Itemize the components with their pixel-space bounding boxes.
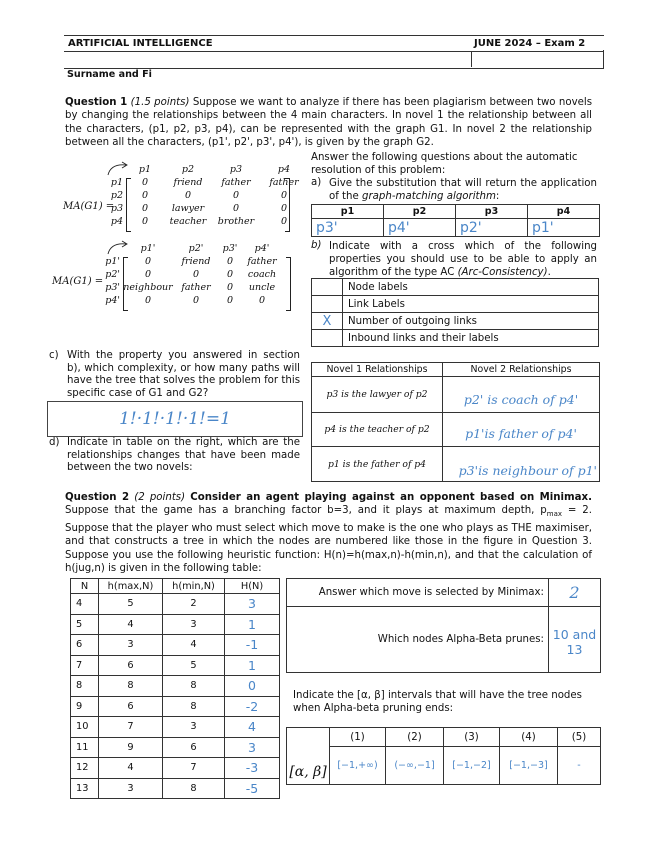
matrix1-cell: friend bbox=[173, 177, 203, 188]
h-header: h(max,N) bbox=[99, 579, 163, 594]
rel-novel2-answer[interactable]: p1'is father of p4' bbox=[443, 413, 600, 447]
rel-header-novel2: Novel 2 Relationships bbox=[443, 363, 600, 377]
properties-table bbox=[311, 278, 599, 347]
matrix1-row-label: p3 bbox=[110, 203, 123, 214]
subst-header: p2 bbox=[384, 205, 456, 219]
matrix2-cell: 0 bbox=[192, 295, 200, 306]
matrix1-col: p3 bbox=[229, 164, 243, 175]
h-answer[interactable]: -3 bbox=[225, 758, 280, 779]
surname-label: Surname and Fi bbox=[67, 69, 152, 80]
h-max: 3 bbox=[99, 635, 163, 656]
h-min: 8 bbox=[163, 778, 225, 799]
move-answer[interactable]: 2 bbox=[549, 579, 601, 607]
matrix1-cell: 0 bbox=[232, 190, 240, 201]
matrix1-col: p1 bbox=[138, 164, 152, 175]
subst-answer[interactable]: p4' bbox=[384, 219, 456, 237]
q2-bold-intro: Consider an agent playing against an opponent based on Minimax. bbox=[190, 492, 592, 503]
q1-a-text bbox=[329, 177, 597, 203]
h-answer[interactable]: 1 bbox=[225, 614, 280, 635]
property-label: Link Labels bbox=[343, 296, 599, 313]
q1-a-body: Give the substitution that will return the application of the bbox=[329, 178, 597, 202]
matrix2-col: p1' bbox=[140, 243, 156, 254]
interval-value[interactable]: (−∞,−1] bbox=[386, 747, 444, 785]
rel-header-novel1: Novel 1 Relationships bbox=[312, 363, 443, 377]
property-checkbox[interactable] bbox=[312, 296, 343, 313]
exam-header bbox=[64, 35, 604, 69]
q2-text2: Suppose that the player who must select which move to make is the one who plays as THE maximiser, and that constructs a tree in which the nodes are numbered like those in the figure in Question 3. Suppose you use the following heuristic function: H(n)=h(max,n)-h(min,n), and that the calculation of h(jug,n) is given in the following table: bbox=[65, 522, 592, 575]
matrix1-col: p2 bbox=[181, 164, 195, 175]
h-max: 4 bbox=[99, 614, 163, 635]
matrix1-cell: 0 bbox=[184, 190, 192, 201]
q1-title: Question 1 bbox=[65, 97, 128, 108]
subst-header: p4 bbox=[528, 205, 600, 219]
q1-b-italic: (Arc-Consistency) bbox=[457, 267, 548, 278]
prune-question: Which nodes Alpha-Beta prunes: bbox=[287, 607, 549, 673]
subst-answer[interactable]: p3' bbox=[312, 219, 384, 237]
matrix1-label: MA(G1) = bbox=[63, 201, 115, 212]
q2-intro bbox=[65, 491, 592, 575]
heuristic-row bbox=[71, 696, 280, 717]
h-min: 8 bbox=[163, 676, 225, 697]
q2-text1b: = 2. bbox=[562, 505, 593, 517]
q1-b-body: Indicate with a cross which of the following properties you should use to be able to apply an algorithm of the type AC bbox=[329, 241, 597, 278]
heuristic-row bbox=[71, 594, 280, 615]
course-title: ARTIFICIAL INTELLIGENCE bbox=[68, 38, 213, 49]
matrix2-row-label: p3' bbox=[105, 282, 120, 293]
prune-answer[interactable]: 10 and 13 bbox=[549, 607, 601, 673]
interval-value[interactable]: [−1,+∞) bbox=[330, 747, 386, 785]
h-min: 3 bbox=[163, 717, 225, 738]
complexity-answer-box[interactable] bbox=[47, 401, 303, 437]
matrix2-label: MA(G1) = bbox=[52, 276, 104, 287]
h-answer[interactable]: 3 bbox=[225, 737, 280, 758]
minimax-answer-table bbox=[286, 578, 601, 673]
subst-answer[interactable]: p1' bbox=[528, 219, 600, 237]
h-header: N bbox=[71, 579, 99, 594]
h-node: 4 bbox=[71, 594, 99, 615]
q2-title: Question 2 bbox=[65, 492, 130, 503]
h-node: 8 bbox=[71, 676, 99, 697]
h-node: 6 bbox=[71, 635, 99, 656]
property-checkbox[interactable]: X bbox=[312, 313, 343, 330]
heuristic-row bbox=[71, 676, 280, 697]
matrix2-bracket-right bbox=[286, 257, 291, 311]
matrix1-col: p4 bbox=[277, 164, 291, 175]
h-answer[interactable]: -5 bbox=[225, 778, 280, 799]
h-header: h(min,N) bbox=[163, 579, 225, 594]
h-max: 3 bbox=[99, 778, 163, 799]
h-node: 10 bbox=[71, 717, 99, 738]
heuristic-row bbox=[71, 635, 280, 656]
q1-answer-intro: Answer the following questions about the automatic resolution of this problem: bbox=[311, 152, 578, 176]
matrix1-cell: 0 bbox=[280, 203, 288, 214]
heuristic-row bbox=[71, 758, 280, 779]
matrix1-row-label: p1 bbox=[110, 177, 123, 188]
q1-intro-text: Suppose we want to analyze if there has been plagiarism between two novels by changing the relationships between the 4 main characters. In novel 1 the relationship between all the characters, (p1, p2, p3, p4), can be represented with the graph G1. In novel 2 the relationship between all the characters, (p1', p2', p3', p4'), is given by the graph G2. bbox=[65, 97, 592, 149]
matrix1-bracket-left bbox=[126, 178, 131, 232]
heuristic-row bbox=[71, 655, 280, 676]
property-label: Node labels bbox=[343, 279, 599, 296]
matrix2-cell: neighbour bbox=[123, 282, 173, 293]
h-answer[interactable]: -2 bbox=[225, 696, 280, 717]
matrix1-cell: 0 bbox=[232, 203, 240, 214]
q2-text1: Suppose that the game has a branching factor b=3, and it plays at maximum depth, p bbox=[65, 505, 547, 517]
matrix2-col: p4' bbox=[254, 243, 270, 254]
matrix2-bracket-left bbox=[123, 257, 128, 311]
h-min: 3 bbox=[163, 614, 225, 635]
interval-header: (4) bbox=[500, 728, 558, 747]
rel-novel1: p4 is the teacher of p2 bbox=[312, 413, 443, 447]
matrix2-cell: coach bbox=[247, 269, 277, 280]
matrix1-cell: father bbox=[269, 177, 299, 188]
q1-d-prefix: d) bbox=[49, 437, 60, 448]
matrix2-cell: friend bbox=[181, 256, 211, 267]
header-line bbox=[64, 51, 604, 52]
interval-value[interactable]: - bbox=[558, 747, 601, 785]
interval-value[interactable]: [−1,−3] bbox=[500, 747, 558, 785]
matrix2-cell: 0 bbox=[144, 269, 152, 280]
matrix1-cell: 0 bbox=[141, 203, 149, 214]
h-node: 13 bbox=[71, 778, 99, 799]
matrix2-cell: 0 bbox=[226, 282, 234, 293]
h-max: 8 bbox=[99, 676, 163, 697]
h-node: 5 bbox=[71, 614, 99, 635]
heuristic-row bbox=[71, 778, 280, 799]
matrix1-row-label: p2 bbox=[110, 190, 123, 201]
matrix2-cell: 0 bbox=[226, 269, 234, 280]
rel-novel1: p1 is the father of p4 bbox=[312, 447, 443, 482]
matrix1 bbox=[108, 163, 307, 228]
matrix1-cell: teacher bbox=[169, 216, 207, 227]
q1-d-text: Indicate in table on the right, which are the relationships changes that have been made between the two novels: bbox=[67, 437, 300, 474]
h-header: H(N) bbox=[225, 579, 280, 594]
relationships-table bbox=[311, 362, 600, 482]
matrix2-cell: 0 bbox=[226, 256, 234, 267]
property-checkbox[interactable] bbox=[312, 279, 343, 296]
matrix1-cell: 0 bbox=[141, 190, 149, 201]
interval-header: (2) bbox=[386, 728, 444, 747]
subst-header: p3 bbox=[456, 205, 528, 219]
h-max: 9 bbox=[99, 737, 163, 758]
h-answer[interactable]: 3 bbox=[225, 594, 280, 615]
matrix2-col: p2' bbox=[188, 243, 204, 254]
h-node: 7 bbox=[71, 655, 99, 676]
matrix2 bbox=[104, 242, 282, 307]
matrix1-cell: 0 bbox=[280, 190, 288, 201]
heuristic-row bbox=[71, 717, 280, 738]
matrix1-cell: father bbox=[221, 177, 251, 188]
matrix2-cell: 0 bbox=[144, 256, 152, 267]
heuristic-row bbox=[71, 737, 280, 758]
property-checkbox[interactable] bbox=[312, 330, 343, 347]
q2-points: (2 points) bbox=[134, 492, 186, 503]
h-answer[interactable]: 1 bbox=[225, 655, 280, 676]
property-label: Inbound links and their labels bbox=[343, 330, 599, 347]
q1-intro bbox=[65, 96, 592, 150]
q1-a-italic: graph-matching algorithm bbox=[362, 191, 496, 202]
h-node: 12 bbox=[71, 758, 99, 779]
q2-pmax-sub: max bbox=[546, 510, 563, 519]
matrix2-row-label: p4' bbox=[105, 295, 120, 306]
q1-points: (1.5 points) bbox=[130, 97, 190, 108]
h-node: 11 bbox=[71, 737, 99, 758]
header-divider bbox=[471, 51, 472, 67]
substitution-table bbox=[311, 204, 600, 237]
interval-value[interactable]: [−1,−2] bbox=[444, 747, 500, 785]
matrix1-cell: 0 bbox=[280, 216, 288, 227]
h-node: 9 bbox=[71, 696, 99, 717]
interval-header: (1) bbox=[330, 728, 386, 747]
matrix2-cell: 0 bbox=[192, 269, 200, 280]
matrix1-bracket-right bbox=[285, 178, 290, 232]
h-min: 4 bbox=[163, 635, 225, 656]
matrix1-row-label: p4 bbox=[110, 216, 123, 227]
h-max: 5 bbox=[99, 594, 163, 615]
interval-intro: Indicate the [α, β] intervals that will have the tree nodes when Alpha-beta pruning ends: bbox=[293, 690, 582, 714]
property-label: Number of outgoing links bbox=[343, 313, 599, 330]
h-max: 7 bbox=[99, 717, 163, 738]
matrix2-cell: father bbox=[247, 256, 277, 267]
matrix2-cell: 0 bbox=[258, 295, 266, 306]
rel-novel2-answer[interactable]: p3'is neighbour of p1' bbox=[443, 447, 600, 482]
matrix1-cell: 0 bbox=[141, 216, 149, 227]
matrix1-cell: 0 bbox=[141, 177, 149, 188]
complexity-answer: 1!·1!·1!·1!=1 bbox=[119, 409, 231, 429]
q1-a-prefix: a) bbox=[311, 177, 322, 188]
move-question: Answer which move is selected by Minimax: bbox=[287, 579, 549, 607]
subst-answer[interactable]: p2' bbox=[456, 219, 528, 237]
heuristic-table bbox=[70, 578, 280, 799]
h-max: 6 bbox=[99, 655, 163, 676]
h-answer[interactable]: -1 bbox=[225, 635, 280, 656]
rel-novel1: p3 is the lawyer of p2 bbox=[312, 377, 443, 413]
h-min: 8 bbox=[163, 696, 225, 717]
q1-b-dot: . bbox=[547, 267, 551, 278]
heuristic-rows bbox=[71, 594, 280, 799]
heuristic-row bbox=[71, 614, 280, 635]
matrix2-cell: 0 bbox=[144, 295, 152, 306]
interval-table bbox=[286, 727, 601, 785]
h-max: 4 bbox=[99, 758, 163, 779]
q1-b-prefix: b) bbox=[311, 240, 322, 251]
matrix2-cell: 0 bbox=[226, 295, 234, 306]
exam-date: JUNE 2024 – Exam 2 bbox=[474, 38, 586, 49]
subst-header: p1 bbox=[312, 205, 384, 219]
q1-c-text: With the property you answered in section b), which complexity, or how many paths will have the tree that solves the problem for this specific case of G1 and G2? bbox=[67, 350, 300, 399]
rel-novel2-answer[interactable]: p2' is coach of p4' bbox=[443, 377, 600, 413]
q1-c-prefix: c) bbox=[49, 350, 59, 361]
interval-header: (3) bbox=[444, 728, 500, 747]
interval-header: (5) bbox=[558, 728, 601, 747]
matrix2-row-label: p1' bbox=[105, 256, 120, 267]
matrix2-row-label: p2' bbox=[105, 269, 120, 280]
matrix1-cell: lawyer bbox=[171, 203, 205, 214]
h-answer[interactable]: 0 bbox=[225, 676, 280, 697]
matrix2-cell: uncle bbox=[248, 282, 276, 293]
h-min: 6 bbox=[163, 737, 225, 758]
matrix1-cell: brother bbox=[217, 216, 255, 227]
h-min: 5 bbox=[163, 655, 225, 676]
matrix2-col: p3' bbox=[222, 243, 238, 254]
q1-a-colon: : bbox=[495, 191, 500, 202]
q1-b-text bbox=[329, 240, 597, 279]
interval-label: [α, β] bbox=[287, 728, 330, 785]
h-answer[interactable]: 4 bbox=[225, 717, 280, 738]
header-right-bracket bbox=[603, 50, 604, 68]
h-min: 7 bbox=[163, 758, 225, 779]
matrix2-cell: father bbox=[181, 282, 211, 293]
h-max: 6 bbox=[99, 696, 163, 717]
h-min: 2 bbox=[163, 594, 225, 615]
